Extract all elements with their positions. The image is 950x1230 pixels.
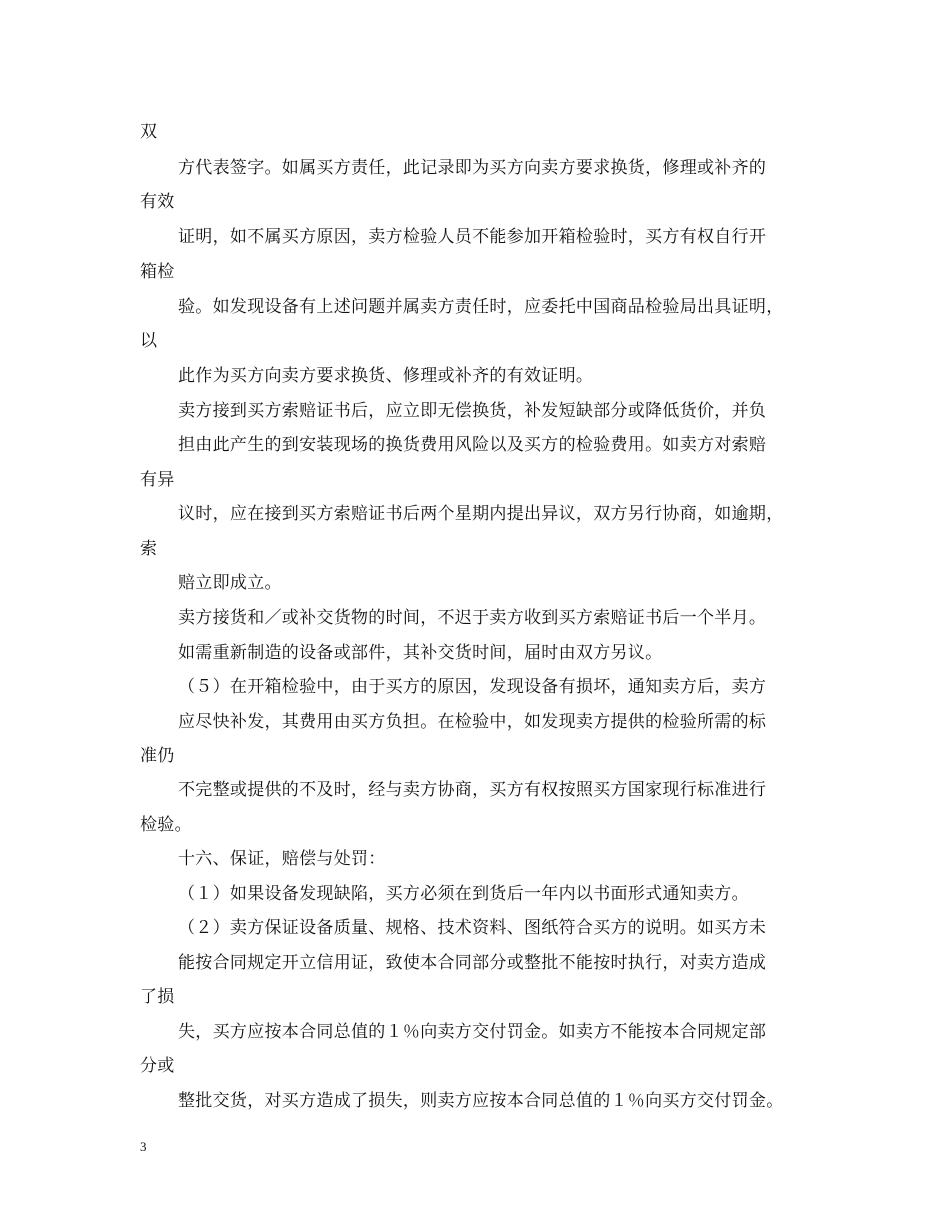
text-line: 检验。 [140, 815, 192, 835]
text-line: 议时，应在接到买方索赔证书后两个星期内提出异议，双方另行协商，如逾期， [178, 504, 784, 524]
text-line: 有异 [140, 470, 175, 490]
text-line: 如需重新制造的设备或部件，其补交货时间，届时由双方另议。 [178, 643, 663, 663]
text-line: 以 [140, 331, 158, 351]
text-line: 有效 [140, 192, 175, 212]
text-line: （１）如果设备发现缺陷，买方必须在到货后一年内以书面形式通知卖方。 [178, 884, 749, 904]
text-line: 双 [140, 122, 158, 142]
text-line: 卖方接到买方索赔证书后，应立即无偿换货，补发短缺部分或降低货价，并负 [178, 401, 767, 421]
text-line: 验。如发现设备有上述问题并属卖方责任时，应委托中国商品检验局出具证明， [178, 297, 784, 317]
text-line: 不完整或提供的不及时，经与卖方协商，买方有权按照买方国家现行标准进行 [178, 780, 767, 800]
text-line: 十六、保证，赔偿与处罚： [178, 849, 386, 869]
text-line: 索 [140, 539, 158, 559]
text-line: 失，买方应按本合同总值的１％向卖方交付罚金。如卖方不能按本合同规定部 [178, 1022, 767, 1042]
text-line: 应尽快补发，其费用由买方负担。在检验中，如发现卖方提供的检验所需的标 [178, 712, 767, 732]
text-line: 分或 [140, 1056, 175, 1076]
text-line: 此作为买方向卖方要求换货、修理或补齐的有效证明。 [178, 366, 594, 386]
text-line: 能按合同规定开立信用证，致使本合同部分或整批不能按时执行，对卖方造成 [178, 953, 767, 973]
page-number: 3 [140, 1139, 147, 1154]
text-line: （５）在开箱检验中，由于买方的原因，发现设备有损坏，通知卖方后，卖方 [178, 677, 767, 697]
text-line: 箱检 [140, 262, 175, 282]
text-line: 了损 [140, 987, 175, 1007]
text-line: （２）卖方保证设备质量、规格、技术资料、图纸符合买方的说明。如买方未 [178, 918, 767, 938]
text-line: 方代表签字。如属买方责任，此记录即为买方向卖方要求换货，修理或补齐的 [178, 158, 767, 178]
text-line: 卖方接货和／或补交货物的时间，不迟于卖方收到买方索赔证书后一个半月。 [178, 608, 767, 628]
text-line: 证明，如不属买方原因，卖方检验人员不能参加开箱检验时，买方有权自行开 [178, 227, 767, 247]
text-line: 担由此产生的到安装现场的换货费用风险以及买方的检验费用。如卖方对索赔 [178, 435, 767, 455]
text-line: 整批交货，对买方造成了损失，则卖方应按本合同总值的１％向买方交付罚金。 [178, 1091, 784, 1111]
text-line: 赔立即成立。 [178, 573, 282, 593]
text-line: 准仍 [140, 746, 175, 766]
